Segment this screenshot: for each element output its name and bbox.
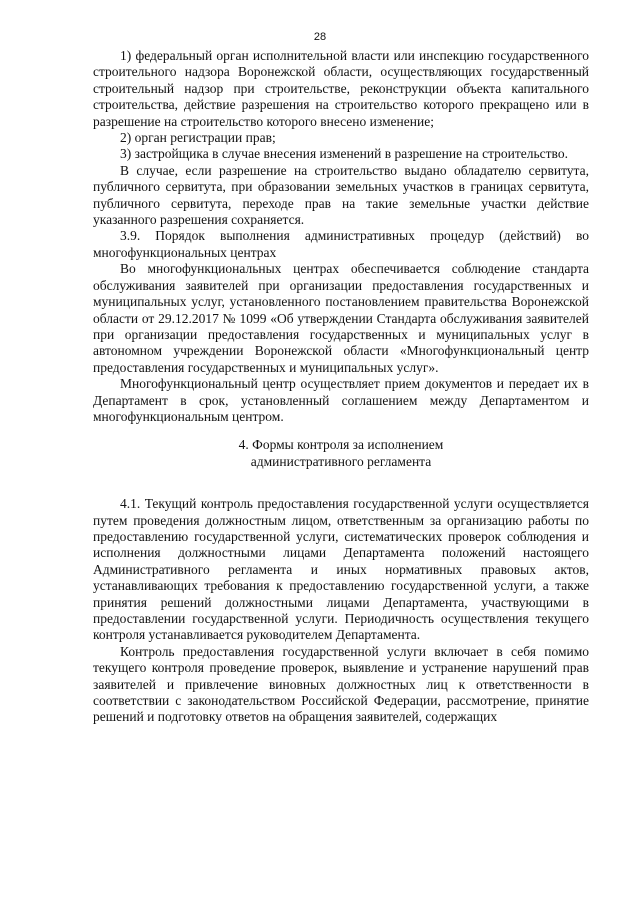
section-4-heading-line-2: административного регламента [250,453,432,469]
page-number: 28 [313,31,327,43]
list-item-federal-authority: 1) федеральный орган исполнительной власти или инспекцию государственного строительного надзора Воронежской области, осуществляющих государственный строительный надзор при строительстве, реконструкции объекта капитального строительства, действие разрешения на строительство которого прекращено или в разрешение на строительство которого внесено изменение; [93,48,589,129]
paragraph-section-4-1: 4.1. Текущий контроль предоставления государственной услуги осуществляется путем проведения должностным лицом, ответственным за организацию работы по предоставлению государственной услуги, систематических проверок соблюдения и исполнения должностными лицами Департамента положений настоящего Административного регламента и иных нормативных правовых актов, устанавливающих требования к предоставлению государственной услуги, а также принятия решений должностными лицами Департамента, участвующими в предоставлении государственной услуги. Периодичность осуществления текущего контроля устанавливается руководителем Департамента. [93,496,589,643]
paragraph-mfc-transfer: Многофункциональный центр осуществляет прием документов и передает их в Департамент в срок, установленный соглашением между Департаментом и многофункциональным центром. [93,376,589,424]
document-body [93,48,589,726]
paragraph-mfc-standard: Во многофункциональных центрах обеспечивается соблюдение стандарта обслуживания заявителей при организации предоставления государственных и муниципальных услуг, установленного постановлением правительства Воронежской области от 29.12.2017 № 1099 «Об утверждении Стандарта обслуживания заявителей при организации предоставления государственных и муниципальных услуг в автономном учреждении Воронежской области «Многофункциональный центр предоставления государственных и муниципальных услуг». [93,261,589,375]
paragraph-servitude: В случае, если разрешение на строительство выдано обладателю сервитута, публичного сервитута, при образовании земельных участков в границах сервитута, публичного сервитута, переходе прав на такие земельные участки действие указанного разрешения сохраняется. [93,162,589,228]
list-item-developer: 3) застройщика в случае внесения изменений в разрешение на строительство. [120,146,568,162]
section-4-heading-line-1: 4. Формы контроля за исполнением [238,437,444,453]
section-3-9-heading: 3.9. Порядок выполнения административных процедур (действий) во многофункциональных центрах [93,228,589,260]
list-item-registration-authority: 2) орган регистрации прав; [120,130,276,146]
section-4-heading [93,437,589,470]
paragraph-control-scope: Контроль предоставления государственной услуги включает в себя помимо текущего контроля проведение проверок, выявление и устранение нарушений прав заявителей и привлечение виновных должностных лиц к ответственности в соответствии с законодательством Российской Федерации, рассмотрение, принятие решений и подготовку ответов на обращения заявителей, содержащих [93,643,589,725]
